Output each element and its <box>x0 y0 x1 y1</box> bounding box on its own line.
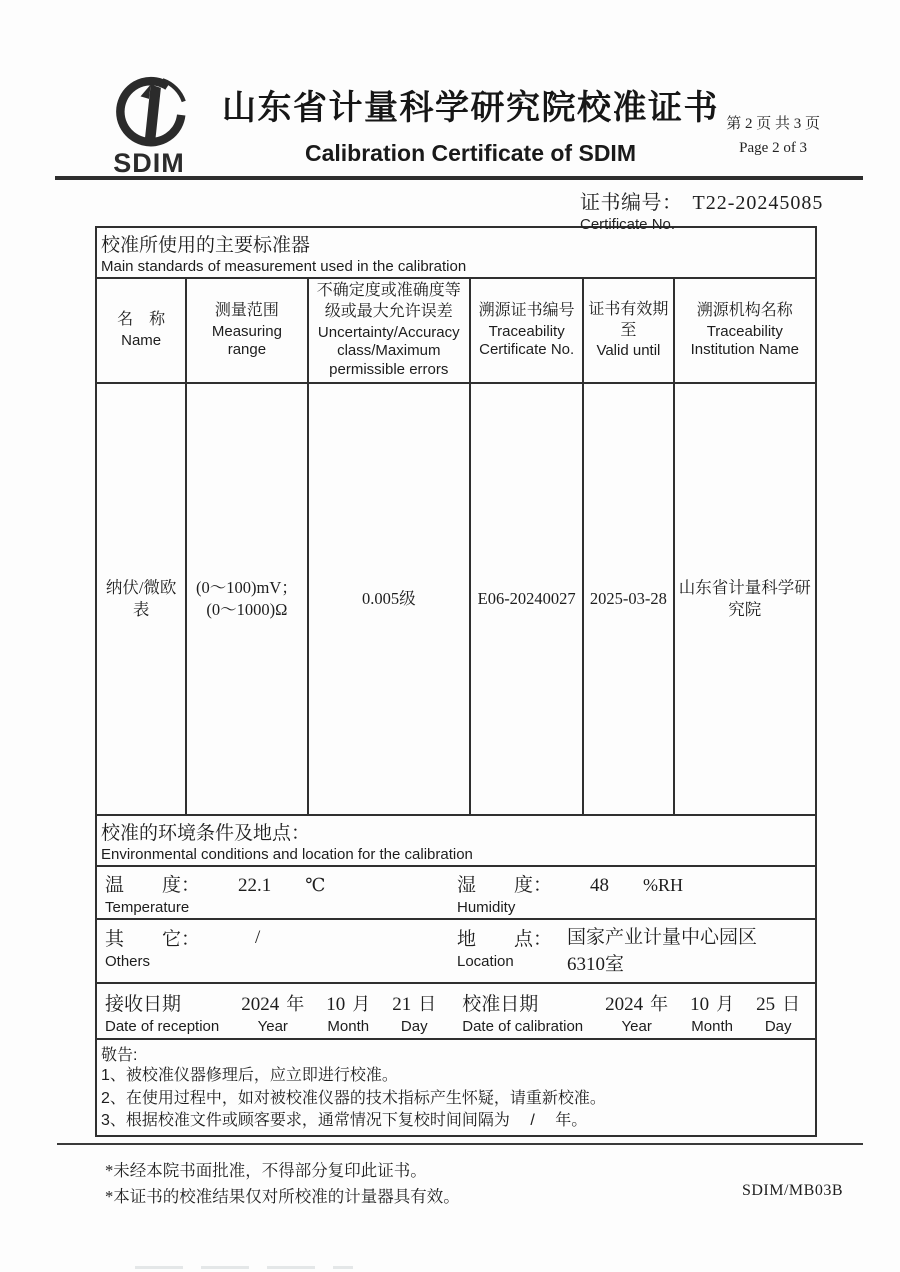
location-field <box>457 924 809 979</box>
page-indicator <box>726 112 820 160</box>
certificate-no-label-zh: 证书编号： <box>580 192 683 214</box>
page-indicator-en: Page 2 of 3 <box>739 140 808 156</box>
temperature-value: 22.1 <box>238 874 272 896</box>
temperature-label-en: Temperature <box>105 898 190 916</box>
others-label-en: Others <box>105 952 151 970</box>
reception-day: 21 <box>392 993 412 1015</box>
temperature-humidity-row <box>96 866 816 919</box>
notes-title: 敬告: <box>101 1046 138 1064</box>
dates-row <box>96 983 816 1039</box>
location-label-zh: 地 点： <box>457 928 553 950</box>
advisory-notes-row <box>96 1039 816 1136</box>
certificate-no-label-en: Certificate No. <box>580 216 676 233</box>
calibration-year: 2024 <box>605 993 644 1015</box>
col-header-institution: 溯源机构名称 Traceability Institution Name <box>674 278 816 383</box>
calibration-month: 10 <box>690 993 710 1015</box>
location-value: 国家产业计量中心园区 6310室 <box>567 926 758 976</box>
col-header-valid-until: 证书有效期至 Valid until <box>583 278 673 383</box>
standards-title-en: Main standards of measurement used in the calibration <box>101 258 467 275</box>
location-label-en: Location <box>457 952 514 970</box>
certificate-number-block <box>0 180 900 233</box>
others-field <box>105 924 457 979</box>
col-header-uncertainty: 不确定度或准确度等级或最大允许误差 Uncertainty/Accuracy class/Maximum permissible errors <box>308 278 470 383</box>
measuring-range-cell: (0～100)mV；(0～1000)Ω <box>186 383 307 815</box>
reception-label-zh: 接收日期 <box>105 993 182 1015</box>
sdim-logo-icon <box>106 76 192 154</box>
sdim-logo <box>88 76 210 179</box>
standard-name-cell: 纳伏/微欧表 <box>96 383 186 815</box>
col-header-traceability-cert-no: 溯源证书编号 Traceability Certificate No. <box>470 278 583 383</box>
footer-note-2: *本证书的校准结果仅对所校准的计量器具有效。 <box>105 1186 460 1206</box>
institution-cell: 山东省计量科学研究院 <box>674 383 816 815</box>
standards-section-title-row <box>96 227 816 278</box>
footer-rule <box>57 1143 863 1145</box>
calibration-label-zh: 校准日期 <box>462 993 539 1015</box>
temperature-label-zh: 温 度： <box>105 874 201 896</box>
notes-item-1: 1、被校准仪器修理后，应立即进行校准。 <box>101 1066 398 1084</box>
calibration-label-en: Date of calibration <box>462 1017 584 1035</box>
accuracy-class-cell: 0.005级 <box>308 383 470 815</box>
footer-note-1: *未经本院书面批准，不得部分复印此证书。 <box>105 1161 427 1180</box>
date-of-calibration: 校准日期 2024 年 10 月 25 日 Date of calibration Year Month Day <box>462 989 800 1035</box>
environment-section-title-row <box>96 815 816 866</box>
page-indicator-zh: 第 2 页 共 3 页 <box>726 116 820 132</box>
reception-month: 10 <box>326 993 346 1015</box>
environment-title-en: Environmental conditions and location for the calibration <box>101 845 473 863</box>
date-of-reception: 接收日期 2024 年 10 月 21 日 Date of reception Year Month Day <box>105 989 436 1035</box>
others-location-row <box>96 919 816 983</box>
humidity-unit: %RH <box>643 874 684 895</box>
humidity-label-zh: 湿 度： <box>457 874 553 896</box>
others-label-zh: 其 它： <box>105 928 201 950</box>
traceability-cert-no-cell: E06-20240027 <box>470 383 583 815</box>
logo-text: SDIM <box>113 148 185 178</box>
standards-title-zh: 校准所使用的主要标准器 <box>101 235 311 256</box>
col-header-measuring-range: 测量范围 Measuring range <box>186 278 307 383</box>
title-zh: 山东省计量科学研究院校准证书 <box>222 90 719 127</box>
temperature-field <box>105 870 457 916</box>
calibration-day: 25 <box>756 993 776 1015</box>
others-value: / <box>255 926 261 948</box>
standards-column-header-row <box>96 278 816 383</box>
standards-data-row <box>96 383 816 815</box>
humidity-field <box>457 870 809 916</box>
temperature-unit: ℃ <box>305 874 326 895</box>
col-header-name: 名 称 Name <box>96 278 186 383</box>
header <box>0 0 900 176</box>
certificate-no-value: T22-20245085 <box>692 192 824 214</box>
humidity-label-en: Humidity <box>457 898 516 916</box>
valid-until-cell: 2025-03-28 <box>583 383 673 815</box>
reception-year: 2024 <box>241 993 280 1015</box>
environment-title-zh: 校准的环境条件及地点： <box>101 822 311 844</box>
form-code: SDIM/MB03B <box>741 1182 843 1199</box>
title-en: Calibration Certificate of SDIM <box>305 140 636 166</box>
reception-label-en: Date of reception <box>105 1017 220 1035</box>
scan-artifact <box>135 1266 353 1269</box>
notes-item-2: 2、在使用过程中，如对被校准仪器的技术指标产生怀疑，请重新校准。 <box>101 1089 606 1107</box>
humidity-value: 48 <box>590 874 610 896</box>
notes-item-3: 3、根据校准文件或顾客要求，通常情况下复校时间间隔为 / 年。 <box>101 1112 588 1130</box>
standards-table <box>95 226 817 1137</box>
document-title <box>218 80 723 167</box>
